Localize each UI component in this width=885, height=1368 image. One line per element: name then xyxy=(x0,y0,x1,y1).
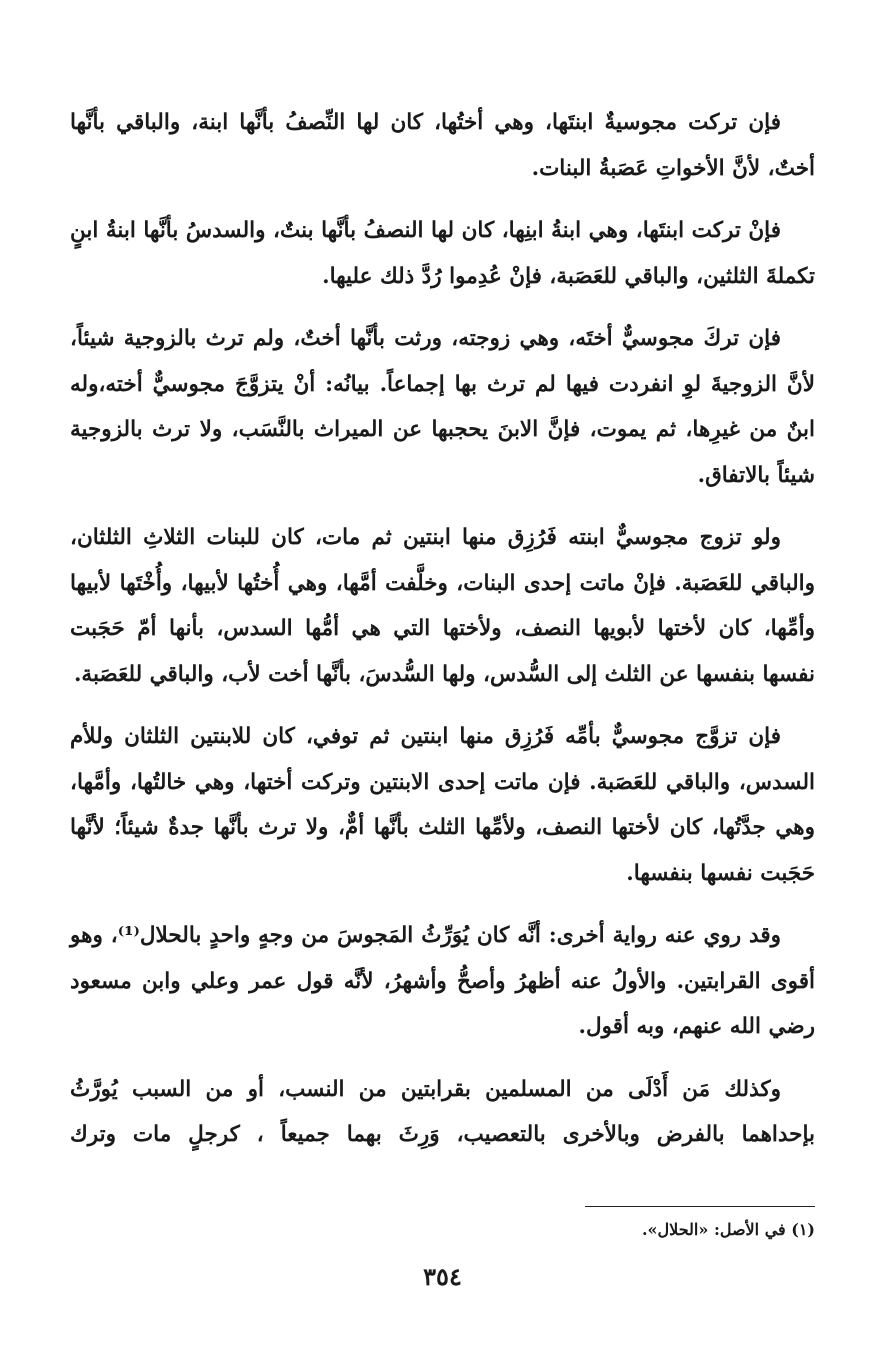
paragraph: فإن تزوَّج مجوسيٌّ بأمِّه فَرُزِق منها ابنتين ثم توفي، كان للابنتين الثلثان وللأم السدس، والباقي للعَصَبة. فإن ماتت إحدى الابنتين وتركت أختها، وهي خالتُها، وأمَّها، وهي جدَّتُها، كان لأختها النصف، ولأمِّها الثلث بأنَّها أمٌّ، ولا ترث بأنَّها جدةٌ شيئاً؛ لأنَّها حَجَبت نفسها بنفسها. xyxy=(70,724,815,886)
footnote: (١) في الأصل: «الحلال». xyxy=(641,1220,815,1239)
paragraph: وكذلك مَن أَدْلَى من المسلمين بقرابتين من النسب، أو من السبب يُورَّثُ بإحداهما بالفرض وبالأخرى بالتعصيب، وَرِثَ بهما جميعاً ، كرجلٍ مات وترك xyxy=(70,1076,815,1147)
paragraph: فإنْ تركت ابنتَها، وهي ابنةُ ابنِها، كان لها النصفُ بأنَّها بنتٌ، والسدسُ بأنَّها ابنةُ ابنٍ تكملةَ الثلثين، والباقي للعَصَبة، فإنْ عُدِموا رُدَّ ذلك عليها. xyxy=(70,218,815,289)
paragraph: فإن تركَ مجوسيٌّ أختَه، وهي زوجته، ورثت بأنَّها أختٌ، ولم ترث بالزوجية شيئاً، لأنَّ الزوجيةَ لوِ انفردت فيها لم ترث بها إجماعاً. بيانُه: أنْ يتزوَّجَ مجوسيٌّ أخته،وله ابنٌ من غيرِها، ثم يموت، فإنَّ الابنَ يحجبها عن الميراث بالنَّسَب، ولا ترث بالزوجية شيئاً بالاتفاق. xyxy=(70,326,815,488)
paragraph: ولو تزوج مجوسيٌّ ابنته فَرُزِق منها ابنتين ثم مات، كان للبنات الثلاثِ الثلثان، والباقي للعَصَبة. فإنْ ماتت إحدى البنات، وخلَّفت أمَّها، وهي أُختُها لأبيها، وأُخْتَها لأبيها وأمِّها، كان لأختها لأبويها النصف، ولأختها التي هي أمُّها السدس، بأنها أمّ حَجَبت نفسها بنفسها عن الثلث إلى السُّدس، ولها السُّدسَ، بأنَّها أخت لأب، والباقي للعَصَبة. xyxy=(70,525,815,687)
page-number: ٣٥٤ xyxy=(423,1262,462,1291)
main-text xyxy=(70,100,815,1158)
paragraph: وقد روي عنه رواية أخرى: أنَّه كان يُوَرِّثُ المَجوسَ من وجهٍ واحدٍ بالحلال⁽¹⁾، وهو أقوى القرابتين. والأولُ عنه أظهرُ وأصحُّ وأشهرُ، لأنَّه قول عمر وعلي وابن مسعود رضي الله عنهم، وبه أقول. xyxy=(70,923,815,1039)
paragraph: فإن تركت مجوسيةٌ ابنتَها، وهي أختُها، كان لها النِّصفُ بأنَّها ابنة، والباقي بأنَّها أختٌ، لأنَّ الأخواتِ عَصَبةُ البنات. xyxy=(70,110,815,181)
footnotes xyxy=(70,1206,815,1243)
page-body xyxy=(70,100,815,1220)
footnote-divider xyxy=(585,1206,815,1207)
